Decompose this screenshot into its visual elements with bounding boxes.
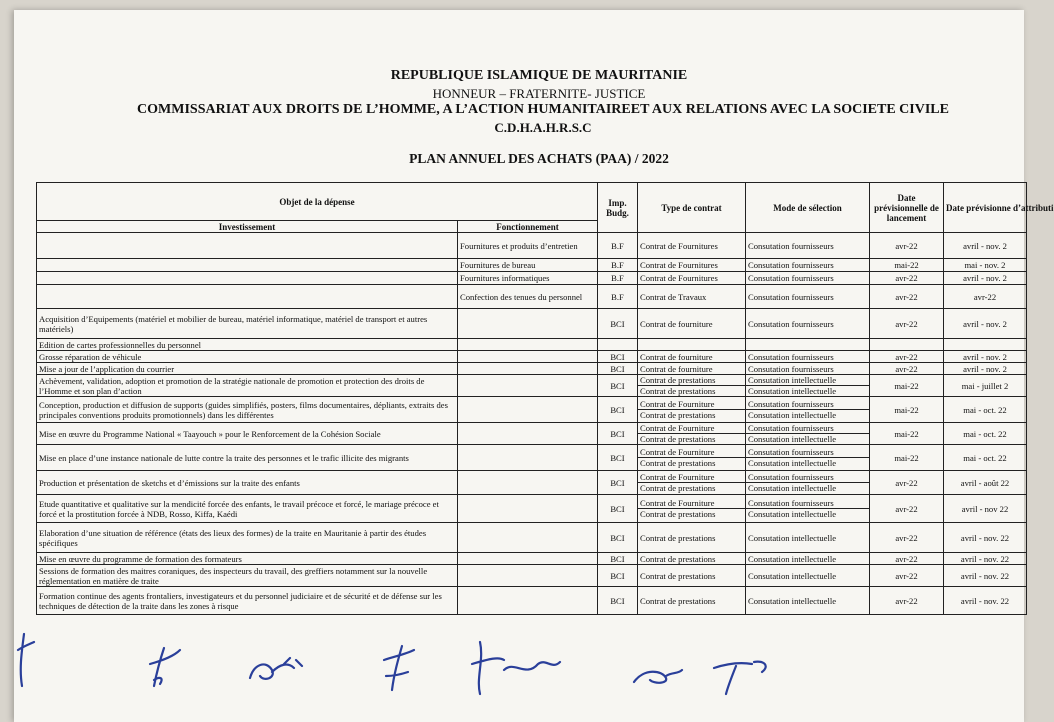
cell-fonctionnement: Fournitures et produits d’entretien: [458, 233, 598, 259]
cell-mode-line: Consutation fournisseurs: [748, 498, 834, 508]
cell-type-line: Contrat de prestations: [638, 457, 745, 468]
cell-mode: [746, 351, 870, 363]
table-row: [37, 423, 1027, 445]
cell-mode-line: Consutation fournisseurs: [748, 447, 834, 457]
cell-attribution: avril - nov. 22: [944, 587, 1027, 615]
cell-fonctionnement: [458, 423, 598, 445]
cell-mode: [746, 233, 870, 259]
cell-lancement: mai-22: [870, 375, 944, 397]
table-row: [37, 272, 1027, 285]
cell-type-line: Contrat de prestations: [640, 570, 716, 581]
cell-imp: B.F: [598, 285, 638, 309]
cell-lancement: avr-22: [870, 285, 944, 309]
cell-imp: BCI: [598, 375, 638, 397]
cell-mode-line: Consutation intellectuelle: [746, 482, 869, 493]
cell-fonctionnement: [458, 565, 598, 587]
cell-type: [638, 471, 746, 495]
table-row: [37, 259, 1027, 272]
cell-mode: [746, 587, 870, 615]
cell-attribution: avril - nov. 2: [944, 233, 1027, 259]
cell-lancement: mai-22: [870, 445, 944, 471]
cell-imp: BCI: [598, 553, 638, 565]
cell-fonctionnement: Fournitures informatiques: [458, 272, 598, 285]
cell-investissement: Mise en œuvre du Programme National « Taayouch » pour le Renforcement de la Cohésion Sociale: [37, 423, 458, 445]
cell-mode: [746, 363, 870, 375]
cell-type: [638, 351, 746, 363]
cell-type: [638, 495, 746, 523]
cell-imp: BCI: [598, 309, 638, 339]
cell-attribution: avril - août 22: [944, 471, 1027, 495]
cell-type: [638, 553, 746, 565]
cell-attribution: avril - nov. 22: [944, 553, 1027, 565]
cell-type: [638, 363, 746, 375]
cell-lancement: avr-22: [870, 495, 944, 523]
cell-mode: [746, 339, 870, 351]
table-row: [37, 587, 1027, 615]
cell-investissement: [37, 272, 458, 285]
cell-attribution: avril - nov. 22: [944, 565, 1027, 587]
cell-type-line: Contrat de prestations: [640, 595, 716, 606]
cell-type: [638, 587, 746, 615]
cell-lancement: avr-22: [870, 565, 944, 587]
cell-type-line: Contrat de fourniture: [640, 363, 713, 374]
cell-investissement: Production et présentation de sketchs et d’émissions sur la traite des enfants: [37, 471, 458, 495]
cell-attribution: avril - nov. 22: [944, 523, 1027, 553]
cell-mode-line: Consutation fournisseurs: [748, 472, 834, 482]
cell-investissement: Formation continue des agents frontaliers, investigateurs et du personnel judiciaire et de sécurité et de défense sur les techniques de détection de la traite dans les zones à risque: [37, 587, 458, 615]
cell-investissement: [37, 233, 458, 259]
cell-lancement: avr-22: [870, 233, 944, 259]
cell-imp: BCI: [598, 587, 638, 615]
cell-lancement: mai-22: [870, 397, 944, 423]
cell-fonctionnement: [458, 375, 598, 397]
cell-type: [638, 259, 746, 272]
cell-type-line: Contrat de Fourniture: [640, 423, 715, 433]
cell-type: [638, 233, 746, 259]
purchase-plan-table: [36, 182, 1054, 615]
cell-mode-line: Consutation intellectuelle: [746, 433, 869, 444]
cell-lancement: avr-22: [870, 272, 944, 285]
cell-mode-line: Consutation fournisseurs: [748, 423, 834, 433]
cell-mode-line: Consutation fournisseurs: [748, 240, 834, 251]
cell-imp: BCI: [598, 495, 638, 523]
cell-attribution: avril - nov 22: [944, 495, 1027, 523]
cell-fonctionnement: [458, 495, 598, 523]
cell-mode-line: Consutation fournisseurs: [748, 351, 834, 362]
cell-type: [638, 375, 746, 397]
table-row: [37, 397, 1027, 423]
cell-mode-line: Consutation intellectuelle: [746, 409, 869, 420]
cell-lancement: avr-22: [870, 553, 944, 565]
cell-type-line: Contrat de fourniture: [640, 351, 713, 362]
cell-investissement: Acquisition d’Equipements (matériel et mobilier de bureau, matériel informatique, matériel de transport et autres matériels): [37, 309, 458, 339]
signature-3: [250, 658, 302, 679]
cell-type-line: Contrat de Fourniture: [640, 498, 715, 508]
cell-mode-line: Consutation intellectuelle: [746, 508, 869, 519]
cell-type: [638, 423, 746, 445]
cell-type-line: Contrat de prestations: [638, 508, 745, 519]
purchase-plan-table-wrap: [36, 182, 1054, 615]
cell-fonctionnement: [458, 351, 598, 363]
cell-type-line: Contrat de prestations: [640, 375, 716, 385]
cell-type-line: Contrat de prestations: [638, 409, 745, 420]
signature-6: [634, 670, 682, 683]
cell-investissement: Elaboration d’une situation de référence (états des lieux des formes) de la traite en Mauritanie à partir des études spécifiques: [37, 523, 458, 553]
cell-type-line: Contrat de fourniture: [640, 318, 713, 329]
table-row: [37, 309, 1027, 339]
cell-mode-line: Consutation intellectuelle: [748, 595, 837, 606]
col-header-investissement: Investissement: [37, 221, 458, 233]
cell-imp: BCI: [598, 423, 638, 445]
cell-type-line: Contrat de Fourniture: [640, 399, 715, 409]
document-page: [14, 10, 1054, 722]
cell-type-line: Contrat de prestations: [638, 482, 745, 493]
cell-mode-line: Consutation fournisseurs: [748, 273, 834, 283]
cell-mode: [746, 285, 870, 309]
cell-fonctionnement: [458, 587, 598, 615]
cell-imp: B.F: [598, 259, 638, 272]
cell-lancement: avr-22: [870, 351, 944, 363]
cell-mode-line: Consutation intellectuelle: [746, 385, 869, 396]
table-row: [37, 339, 1027, 351]
cell-investissement: Mise en œuvre du programme de formation des formateurs: [37, 553, 458, 565]
signature-5: [472, 642, 560, 694]
cell-type-line: Contrat de Fourniture: [640, 472, 715, 482]
cell-type-line: Contrat de prestations: [638, 385, 745, 396]
cell-type-line: Contrat de Fournitures: [640, 240, 718, 251]
cell-lancement: avr-22: [870, 523, 944, 553]
cell-attribution: [944, 339, 1027, 351]
table-row: [37, 233, 1027, 259]
cell-type: [638, 272, 746, 285]
cell-investissement: Achèvement, validation, adoption et promotion de la stratégie nationale de promotion et protection des droits de l’Homme et son plan d’action: [37, 375, 458, 397]
cell-mode: [746, 375, 870, 397]
cell-type-line: Contrat de Travaux: [640, 291, 707, 302]
cell-mode: [746, 553, 870, 565]
cell-mode: [746, 259, 870, 272]
cell-attribution: mai - nov. 2: [944, 259, 1027, 272]
cell-attribution: mai - oct. 22: [944, 423, 1027, 445]
cell-attribution: avr-22: [944, 285, 1027, 309]
cell-mode: [746, 523, 870, 553]
signature-2: [150, 648, 180, 686]
table-row: [37, 375, 1027, 397]
table-body: [37, 233, 1027, 615]
cell-mode: [746, 423, 870, 445]
cell-mode: [746, 565, 870, 587]
cell-fonctionnement: [458, 363, 598, 375]
cell-lancement: avr-22: [870, 363, 944, 375]
cell-mode: [746, 471, 870, 495]
cell-type-line: Contrat de prestations: [640, 553, 716, 564]
table-row: [37, 445, 1027, 471]
cell-mode: [746, 445, 870, 471]
col-header-lancement: Date prévisionnelle de lancement: [870, 183, 944, 233]
cell-mode-line: Consutation intellectuelle: [748, 570, 837, 581]
cell-fonctionnement: [458, 339, 598, 351]
cell-lancement: avr-22: [870, 309, 944, 339]
cell-mode: [746, 495, 870, 523]
table-row: [37, 523, 1027, 553]
cell-lancement: avr-22: [870, 587, 944, 615]
motto: HONNEUR – FRATERNITE- JUSTICE: [432, 86, 646, 101]
cell-attribution: avril - nov. 2: [944, 363, 1027, 375]
cell-mode-line: Consutation fournisseurs: [748, 260, 834, 270]
cell-fonctionnement: Confection des tenues du personnel: [458, 285, 598, 309]
cell-mode-line: Consutation fournisseurs: [748, 399, 834, 409]
cell-type: [638, 397, 746, 423]
cell-type: [638, 309, 746, 339]
cell-attribution: mai - oct. 22: [944, 397, 1027, 423]
cell-imp: [598, 339, 638, 351]
cell-fonctionnement: [458, 553, 598, 565]
cell-investissement: Conception, production et diffusion de supports (guides simplifiés, posters, films documentaires, dépliants, extraits des principales conventions produits promotionnels) dans les différentes: [37, 397, 458, 423]
cell-lancement: avr-22: [870, 471, 944, 495]
col-header-mode: Mode de sélection: [746, 183, 870, 233]
col-header-type: Type de contrat: [638, 183, 746, 233]
cell-type: [638, 339, 746, 351]
cell-attribution: avril - nov. 2: [944, 351, 1027, 363]
table-row: [37, 351, 1027, 363]
country-heading: REPUBLIQUE ISLAMIQUE DE MAURITANIE: [390, 68, 688, 83]
table-row: [37, 285, 1027, 309]
cell-mode-line: Consutation fournisseurs: [748, 291, 834, 302]
cell-imp: BCI: [598, 523, 638, 553]
cell-mode-line: Consutation fournisseurs: [748, 363, 834, 374]
cell-mode: [746, 272, 870, 285]
cell-type-line: Contrat de Fournitures: [640, 260, 718, 270]
cell-lancement: mai-22: [870, 423, 944, 445]
signature-1: [18, 634, 34, 686]
cell-attribution: mai - oct. 22: [944, 445, 1027, 471]
cell-investissement: [37, 285, 458, 309]
cell-investissement: Edition de cartes professionnelles du personnel: [37, 339, 458, 351]
cell-fonctionnement: [458, 309, 598, 339]
col-header-fonctionnement: Fonctionnement: [458, 221, 598, 233]
cell-fonctionnement: [458, 471, 598, 495]
cell-lancement: [870, 339, 944, 351]
table-row: [37, 565, 1027, 587]
cell-fonctionnement: [458, 445, 598, 471]
cell-type-line: Contrat de prestations: [640, 532, 716, 543]
cell-mode-line: Consutation intellectuelle: [748, 375, 837, 385]
cell-investissement: Sessions de formation des maitres coraniques, des inspecteurs du travail, des greffiers notamment sur la nouvelle réglementation en matière de traite: [37, 565, 458, 587]
cell-attribution: avril - nov. 2: [944, 272, 1027, 285]
cell-investissement: Grosse réparation de véhicule: [37, 351, 458, 363]
table-row: [37, 553, 1027, 565]
cell-type-line: Contrat de prestations: [638, 433, 745, 444]
cell-fonctionnement: [458, 523, 598, 553]
cell-imp: B.F: [598, 233, 638, 259]
signatures: [14, 620, 1024, 720]
cell-type-line: Contrat de Fournitures: [640, 273, 718, 283]
cell-mode-line: Consutation intellectuelle: [748, 532, 837, 543]
cell-type: [638, 565, 746, 587]
cell-mode: [746, 397, 870, 423]
institution-name: COMMISSARIAT AUX DROITS DE L’HOMME, A L’ACTION HUMANITAIREET AUX RELATIONS AVEC LA SOCIETE CIVILE: [137, 102, 949, 117]
cell-imp: BCI: [598, 565, 638, 587]
col-header-imp: Imp. Budg.: [598, 183, 638, 233]
cell-attribution: mai - juillet 2: [944, 375, 1027, 397]
table-row: [37, 471, 1027, 495]
cell-investissement: Etude quantitative et qualitative sur la mendicité forcée des enfants, le travail précoce et forcé, le mariage précoce et forcé et la prostitution forcée à NDB, Rosso, Kiffa, Kaédi: [37, 495, 458, 523]
cell-attribution: avril - nov. 2: [944, 309, 1027, 339]
cell-investissement: Mise en place d’une instance nationale de lutte contre la traite des personnes et le trafic illicite des migrants: [37, 445, 458, 471]
cell-imp: BCI: [598, 471, 638, 495]
cell-type: [638, 285, 746, 309]
col-header-attribution: Date prévisionne d’attributi: [944, 183, 1027, 233]
cell-investissement: [37, 259, 458, 272]
col-header-objet: Objet de la dépense: [37, 183, 598, 221]
cell-investissement: Mise a jour de l’application du courrier: [37, 363, 458, 375]
cell-mode-line: Consutation intellectuelle: [746, 457, 869, 468]
signature-7: [714, 662, 766, 694]
signature-4: [384, 646, 414, 690]
cell-mode: [746, 309, 870, 339]
cell-mode-line: Consutation intellectuelle: [748, 553, 837, 564]
document-title: PLAN ANNUEL DES ACHATS (PAA) / 2022: [409, 151, 669, 166]
table-row: [37, 495, 1027, 523]
cell-mode-line: Consutation fournisseurs: [748, 318, 834, 329]
cell-imp: BCI: [598, 351, 638, 363]
cell-fonctionnement: Fournitures de bureau: [458, 259, 598, 272]
cell-imp: BCI: [598, 363, 638, 375]
cell-type: [638, 445, 746, 471]
table-row: [37, 363, 1027, 375]
cell-imp: B.F: [598, 272, 638, 285]
cell-fonctionnement: [458, 397, 598, 423]
cell-imp: BCI: [598, 397, 638, 423]
cell-type-line: Contrat de Fourniture: [640, 447, 715, 457]
cell-lancement: mai-22: [870, 259, 944, 272]
cell-imp: BCI: [598, 445, 638, 471]
institution-acronym: C.D.H.A.H.R.S.C: [494, 120, 592, 135]
cell-type: [638, 523, 746, 553]
